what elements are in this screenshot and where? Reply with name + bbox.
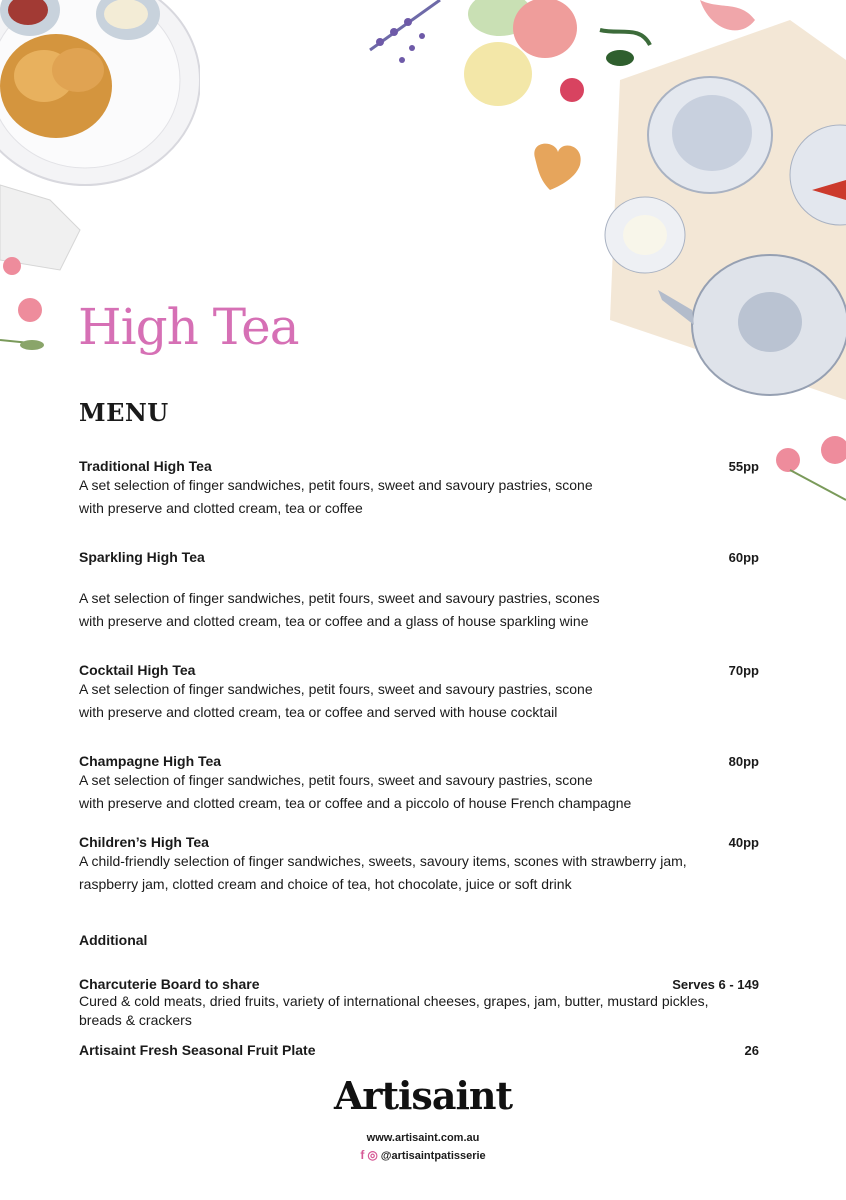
menu-item-name: Champagne High Tea (79, 753, 222, 769)
menu-item-champagne (79, 753, 759, 815)
menu-item-desc: A child-friendly selection of finger sandwiches, sweets, savoury items, scones with strawberry jam, raspberry jam, clotted cream and choice of tea, hot chocolate, juice or soft drink (79, 853, 687, 892)
page-title: High Tea (78, 298, 299, 356)
menu-item-desc: A set selection of finger sandwiches, petit fours, sweet and savoury pastries, scone with preserve and clotted cream, tea or coffee and a piccolo of house French champagne (79, 772, 632, 811)
menu-item-cocktail (79, 662, 759, 724)
menu-item-price: 55pp (728, 459, 759, 474)
menu-item-price: 60pp (728, 550, 759, 565)
menu-item-name: Cocktail High Tea (79, 662, 196, 678)
menu-item-price: 40pp (728, 835, 759, 850)
menu-item-name: Traditional High Tea (79, 458, 212, 474)
menu-item-name: Children’s High Tea (79, 834, 209, 850)
menu-item-charcuterie (79, 976, 759, 1030)
menu-item-name: Sparkling High Tea (79, 549, 205, 565)
menu-item-sparkling (79, 549, 759, 633)
menu-item-name: Charcuterie Board to share (79, 976, 260, 992)
menu-item-desc: A set selection of finger sandwiches, petit fours, sweet and savoury pastries, scone with preserve and clotted cream, tea or coffee (79, 477, 593, 516)
menu-item-desc: Cured & cold meats, dried fruits, variety of international cheeses, grapes, jam, butter, mustard pickles, breads & crackers (79, 993, 709, 1028)
decor-top-macarons-lavender (360, 0, 600, 200)
instagram-icon[interactable]: ◎ (367, 1148, 378, 1162)
decor-top-right-tea-set (590, 0, 846, 520)
menu-item-price: 26 (744, 1043, 759, 1058)
menu-item-price: 80pp (728, 754, 759, 769)
menu-item-traditional (79, 458, 759, 520)
social-handle-text[interactable]: @artisaintpatisserie (380, 1150, 486, 1162)
menu-heading: MENU (79, 398, 169, 427)
additional-heading: Additional (79, 932, 148, 948)
menu-item-price: 70pp (728, 663, 759, 678)
brand-logo: Artisaint (333, 1073, 513, 1118)
social-handle[interactable] (0, 1148, 846, 1162)
website-link[interactable]: www.artisaint.com.au (366, 1132, 480, 1144)
facebook-icon[interactable]: f (360, 1148, 365, 1162)
menu-item-children (79, 834, 759, 896)
menu-item-price: Serves 6 - 149 (672, 977, 759, 992)
menu-item-desc: A set selection of finger sandwiches, petit fours, sweet and savoury pastries, scones with preserve and clotted cream, tea or coffee and a glass of house sparkling wine (79, 590, 600, 629)
menu-item-name: Artisaint Fresh Seasonal Fruit Plate (79, 1042, 316, 1058)
menu-item-desc: A set selection of finger sandwiches, petit fours, sweet and savoury pastries, scone with preserve and clotted cream, tea or coffee and served with house cocktail (79, 681, 593, 720)
menu-item-fruit-plate (79, 1042, 759, 1058)
